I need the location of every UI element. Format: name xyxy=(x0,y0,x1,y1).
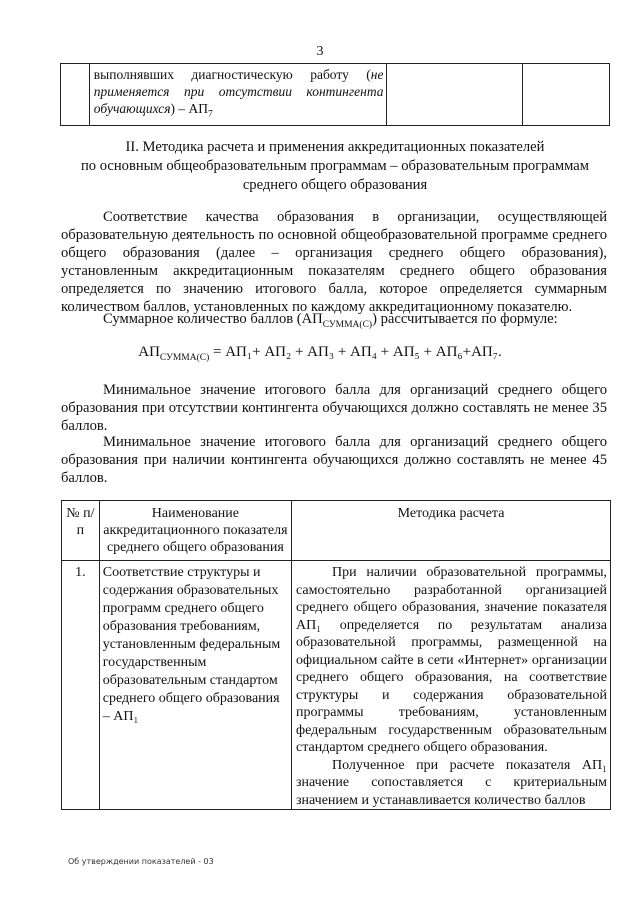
table-cell-empty xyxy=(386,64,522,126)
header-method: Методика расчета xyxy=(292,501,611,561)
paragraph-min-with-contingent: Минимальное значение итогового балла для организаций среднего общего образования при наличии контингента обучающихся должно составлять не менее 45 баллов. xyxy=(61,434,607,486)
indicators-table xyxy=(61,500,611,810)
paragraph-min-no-contingent: Минимальное значение итогового балла для организаций среднего общего образования при отсутствии контингента обучающихся должно составлять не менее 35 баллов. xyxy=(61,382,607,434)
row-indicator-name: Соответствие структуры и содержания образовательных программ среднего общего образования требованиям, установленным федеральным государственным образовательным стандартом среднего общего образования – АП₁ xyxy=(99,561,291,810)
paragraph-sum-intro: Суммарное количество баллов $(АП_{СУММА(С)})$ рассчитывается по формуле: xyxy=(103,311,558,330)
table-cell-indicator: выполнявших диагностическую работу (не применяется при отсутствии контингента обучающихся) – $АП_7$ xyxy=(89,64,386,126)
footer-note: Об утверждении показателей - 03 xyxy=(68,857,214,866)
table-header-row xyxy=(62,501,611,561)
row-method: При наличии образовательной программы, самостоятельно разработанной организацией среднего общего образования, значение показателя АП₁ определяется по результатам анализа образовательной программы, размещенной на официальном сайте в сети «Интернет» организации среднего общего образования, на соответствие структуры и содержания образовательной программы требованиям, установленным федеральным государственным образовательным стандартом среднего общего образования. Полученное при расчете показателя АП₁ значение сопоставляется с критериальным значением и устанавливается количество баллов xyxy=(292,561,611,810)
row-number: 1. xyxy=(62,561,100,810)
continued-table-fragment xyxy=(60,63,610,126)
table-cell-empty xyxy=(522,64,609,126)
table-row xyxy=(62,561,611,810)
section-heading: II. Методика расчета и применения аккредитационных показателей по основным общеобразовательным программам – образовательным программам среднего общего образования xyxy=(80,139,590,193)
table-cell-empty xyxy=(61,64,90,126)
header-num: № п/п xyxy=(62,501,100,561)
sum-formula: $АП_{СУММА(С)} = АП_1+ АП_2 + АП_3 + АП_4 + АП_5 + АП_6+АП_7$. xyxy=(138,344,502,363)
paragraph-quality: Соответствие качества образования в организации, осуществляющей образовательную деятельность по основной общеобразовательной программе среднего общего образования (далее – организация среднего общего образования), установленным аккредитационным показателям среднего общего образования определяется по значению итогового балла, которое определяется суммарным количеством баллов, установленных по каждому аккредитационному показателю. xyxy=(61,209,607,315)
header-indicator-name: Наименование аккредитационного показателя среднего общего образования xyxy=(99,501,291,561)
page-number: 3 xyxy=(316,44,324,59)
